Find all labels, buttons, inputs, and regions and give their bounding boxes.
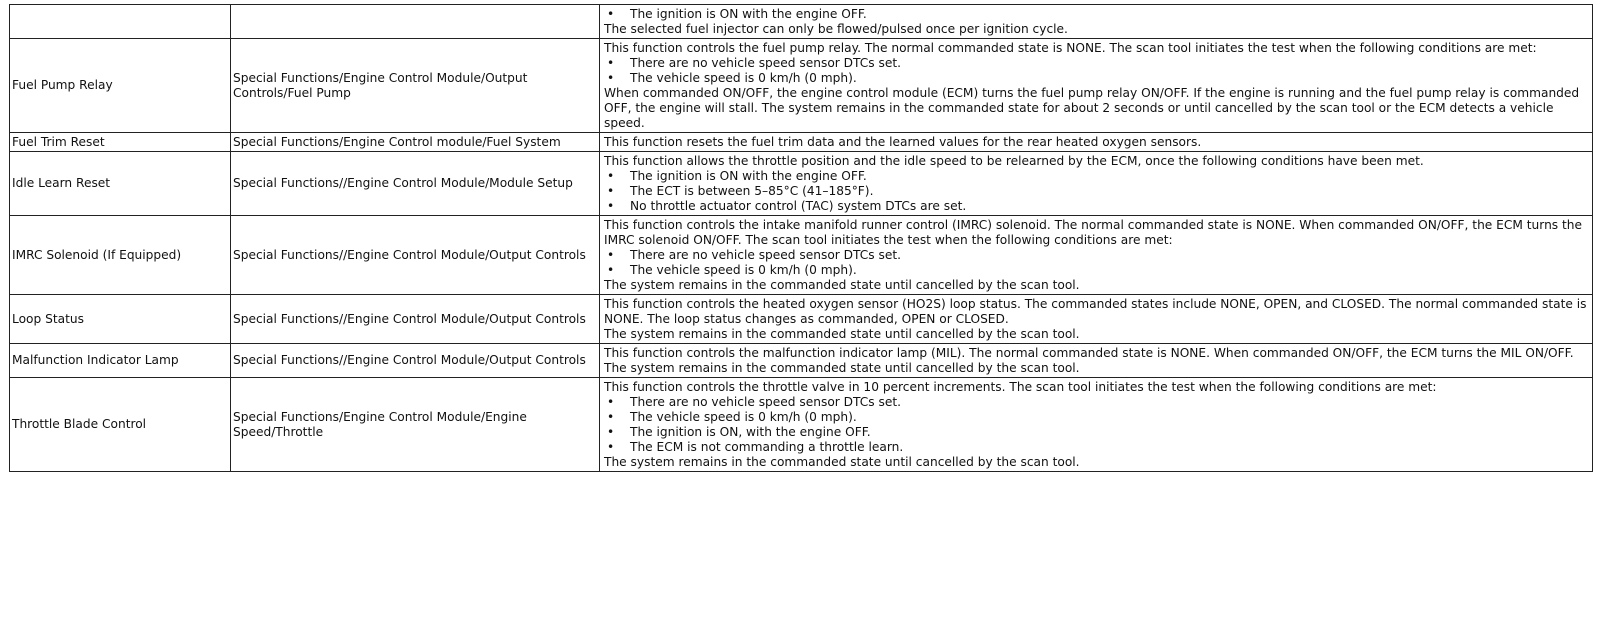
description-cell [600,378,1593,472]
function-name-cell: Idle Learn Reset [10,152,231,216]
condition-item: • The ECT is between 5–85°C (41–185°F). [604,184,1588,199]
menu-path-cell: Special Functions/Engine Control module/Fuel System [231,133,600,152]
condition-item: • The vehicle speed is 0 km/h (0 mph). [604,71,1588,86]
condition-item: • There are no vehicle speed sensor DTCs set. [604,395,1588,410]
condition-item: • The ECM is not commanding a throttle learn. [604,440,1588,455]
description-paragraph: This function controls the fuel pump relay. The normal commanded state is NONE. The scan tool initiates the test when the following conditions are met: [604,41,1537,55]
description-paragraph: This function controls the heated oxygen sensor (HO2S) loop status. The commanded states include NONE, OPEN, and CLOSED. The normal commanded state is NONE. The loop status changes as commanded, OPEN or CLOSED. [604,297,1587,326]
description-paragraph: This function allows the throttle position and the idle speed to be relearned by the ECM, once the following conditions have been met. [604,154,1424,168]
condition-item: • No throttle actuator control (TAC) system DTCs are set. [604,199,1588,214]
description-paragraph: This function controls the throttle valve in 10 percent increments. The scan tool initiates the test when the following conditions are met: [604,380,1437,394]
table-row [10,295,1593,344]
condition-item: • The ignition is ON with the engine OFF. [604,7,1588,22]
condition-list [604,7,1588,22]
description-paragraph: The system remains in the commanded state until cancelled by the scan tool. [604,455,1080,469]
description-paragraph: The system remains in the commanded state until cancelled by the scan tool. [604,278,1080,292]
description-paragraph: This function controls the malfunction indicator lamp (MIL). The normal commanded state is NONE. When commanded ON/OFF, the ECM turns the MIL ON/OFF. The system remains in the commanded state until cancelled by the scan tool. [604,346,1574,375]
function-name-cell: Loop Status [10,295,231,344]
function-name-cell: Fuel Pump Relay [10,39,231,133]
description-paragraph: The selected fuel injector can only be flowed/pulsed once per ignition cycle. [604,22,1068,36]
table-row [10,133,1593,152]
function-name-cell: Malfunction Indicator Lamp [10,344,231,378]
special-functions-table [9,4,1593,472]
condition-item: • The vehicle speed is 0 km/h (0 mph). [604,410,1588,425]
table-body [10,5,1593,472]
description-cell [600,39,1593,133]
function-name-cell: Throttle Blade Control [10,378,231,472]
function-name-cell: Fuel Trim Reset [10,133,231,152]
condition-item: • There are no vehicle speed sensor DTCs set. [604,248,1588,263]
condition-list [604,169,1588,214]
function-name-cell: IMRC Solenoid (If Equipped) [10,216,231,295]
menu-path-cell [231,5,600,39]
table-row [10,39,1593,133]
condition-item: • The ignition is ON, with the engine OFF. [604,425,1588,440]
function-name-cell [10,5,231,39]
menu-path-cell: Special Functions//Engine Control Module/Output Controls [231,295,600,344]
condition-list [604,248,1588,278]
description-paragraph: This function resets the fuel trim data and the learned values for the rear heated oxygen sensors. [604,135,1202,149]
description-cell [600,5,1593,39]
condition-list [604,395,1588,455]
condition-item: • The vehicle speed is 0 km/h (0 mph). [604,263,1588,278]
menu-path-cell: Special Functions/Engine Control Module/Output Controls/Fuel Pump [231,39,600,133]
description-cell [600,216,1593,295]
condition-list [604,56,1588,86]
description-paragraph: When commanded ON/OFF, the engine control module (ECM) turns the fuel pump relay ON/OFF. If the engine is running and the fuel pump relay is commanded OFF, the engine will stall. The system remains in the commanded state for about 2 seconds or until cancelled by the scan tool or the ECM detects a vehicle speed. [604,86,1580,130]
description-paragraph: This function controls the intake manifold runner control (IMRC) solenoid. The normal commanded state is NONE. When commanded ON/OFF, the ECM turns the IMRC solenoid ON/OFF. The scan tool initiates the test when the following conditions are met: [604,218,1583,247]
table-row [10,152,1593,216]
table-row [10,216,1593,295]
menu-path-cell: Special Functions//Engine Control Module/Output Controls [231,344,600,378]
description-cell [600,133,1593,152]
condition-item: • The ignition is ON with the engine OFF. [604,169,1588,184]
table-row [10,378,1593,472]
menu-path-cell: Special Functions//Engine Control Module/Module Setup [231,152,600,216]
table-row [10,344,1593,378]
condition-item: • There are no vehicle speed sensor DTCs set. [604,56,1588,71]
menu-path-cell: Special Functions/Engine Control Module/Engine Speed/Throttle [231,378,600,472]
description-cell [600,295,1593,344]
menu-path-cell: Special Functions//Engine Control Module/Output Controls [231,216,600,295]
description-paragraph: The system remains in the commanded state until cancelled by the scan tool. [604,327,1080,341]
description-cell [600,344,1593,378]
description-cell [600,152,1593,216]
table-row [10,5,1593,39]
